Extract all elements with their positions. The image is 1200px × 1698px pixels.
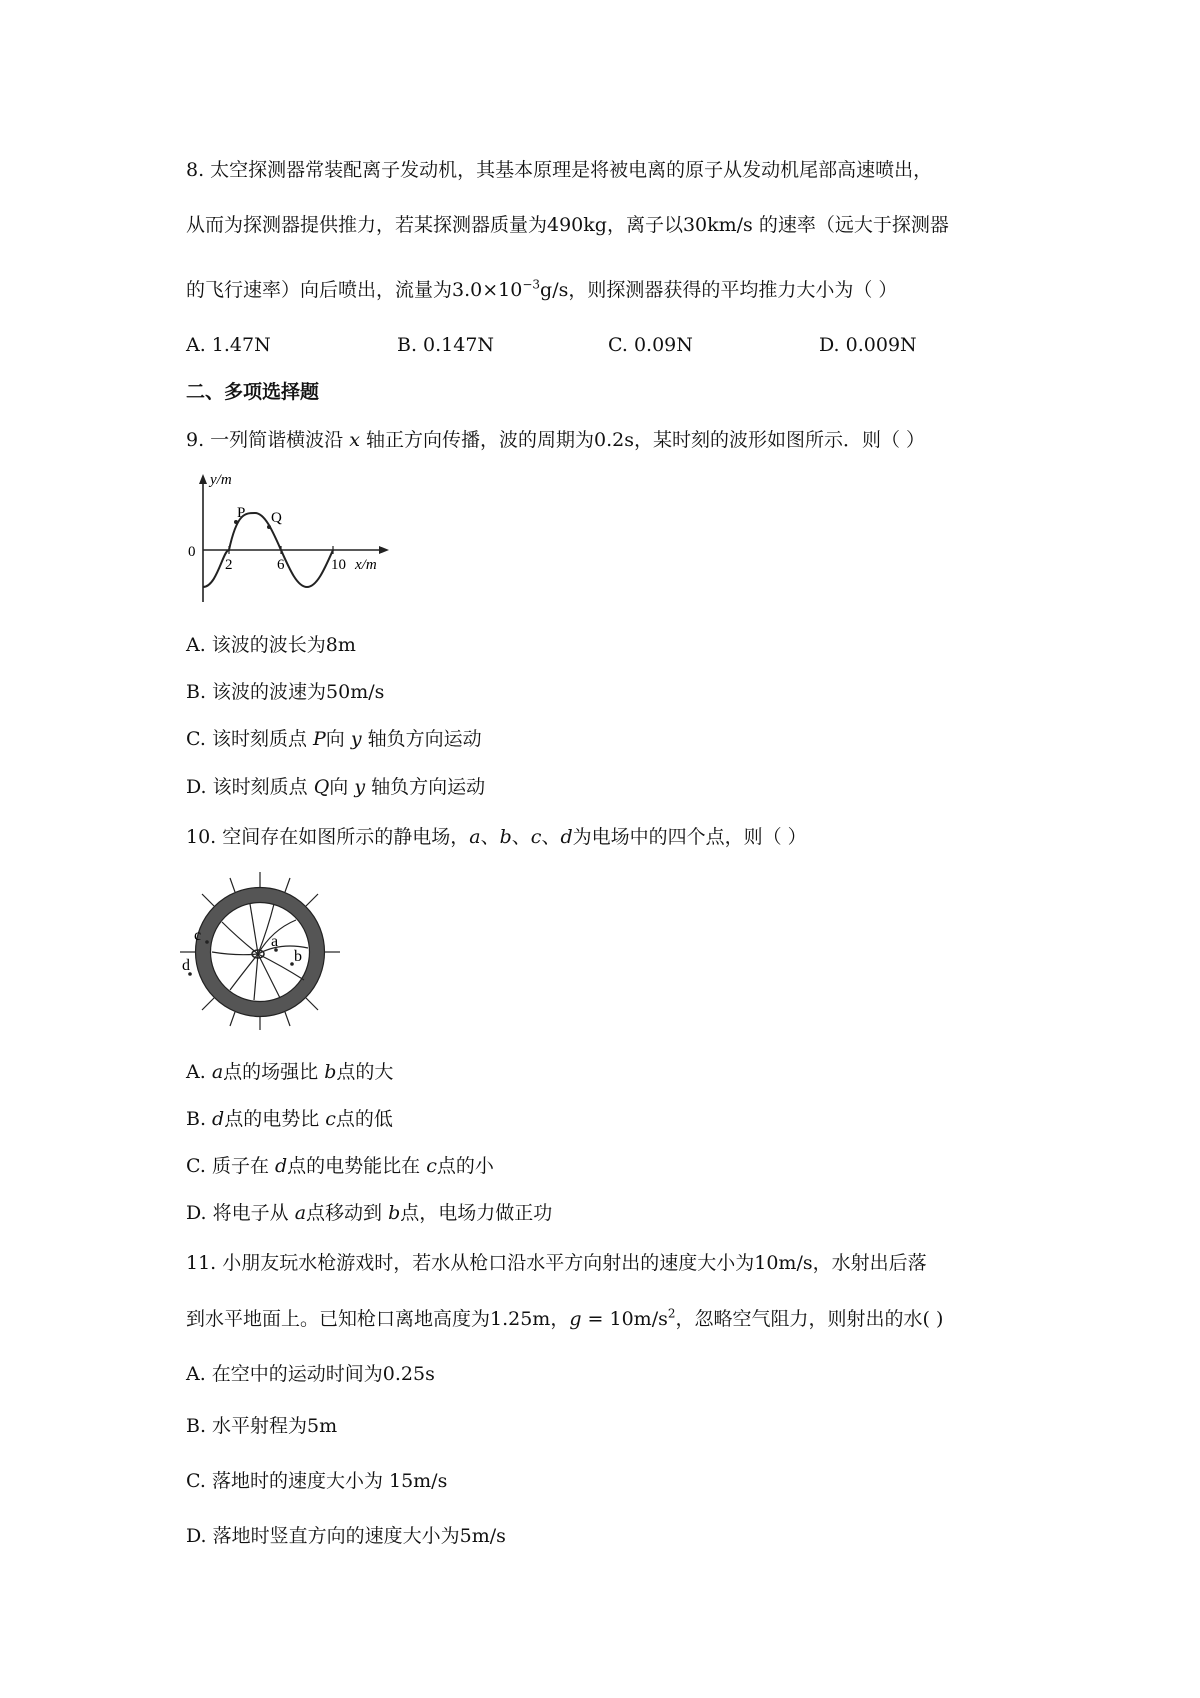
q8-option-c[interactable]: C. 0.09N — [608, 334, 693, 356]
q8-stem-line-2: 从而为探测器提供推力，若某探测器质量为490kg，离子以30km/s 的速率（远大于探测器 — [186, 214, 949, 236]
y-axis-arrow — [199, 474, 207, 484]
q11-stem-line-1: 11. 小朋友玩水枪游戏时，若水从枪口沿水平方向射出的速度大小为10m/s，水射出后落 — [186, 1252, 927, 1274]
q9-option-d-text-3: 轴负方向运动 — [365, 776, 486, 798]
q10-option-b[interactable] — [186, 1104, 1036, 1134]
q10-sep-3: 、 — [541, 826, 561, 848]
q8-option-d[interactable]: D. 0.009N — [819, 334, 917, 356]
q10-option-b-letter: B. — [186, 1108, 213, 1130]
q8-exponent: −3 — [522, 277, 541, 292]
q9-var-x: x — [349, 429, 360, 451]
tick-label-2: 2 — [225, 557, 233, 573]
q9-option-b[interactable]: B. 该波的波速为50m/s — [186, 681, 385, 703]
q10-option-a-letter: A. — [186, 1061, 212, 1083]
q10-var-c: c — [530, 826, 542, 848]
q9-option-c-text-3: 轴负方向运动 — [361, 728, 482, 750]
q11-exponent: 2 — [667, 1306, 676, 1321]
q10-var-d: d — [560, 826, 573, 848]
q8-stem-text: 的飞行速率）向后喷出，流量为3.0×10 — [186, 279, 523, 301]
q9-wave-figure — [185, 470, 395, 610]
q11-stem-text-2: = 10m/s — [581, 1308, 668, 1330]
q8-stem-line-3 — [186, 275, 1036, 305]
q9-option-c-var-p: P — [312, 728, 326, 750]
q11-var-g: g — [569, 1308, 582, 1330]
q10-option-a-var-1: a — [211, 1061, 224, 1083]
q10-sep-2: 、 — [511, 826, 531, 848]
q10-option-c-var-1: d — [274, 1155, 288, 1177]
q11-stem-text: 到水平地面上。已知枪口离地高度为1.25m， — [186, 1308, 570, 1330]
q10-var-a: a — [469, 826, 481, 848]
q10-option-b-text-end: 点的低 — [335, 1108, 393, 1130]
q9-option-c-var-y: y — [350, 728, 362, 750]
q10-option-c-text-end: 点的小 — [436, 1155, 494, 1177]
q10-option-c-text-2: 点的电势能比在 — [287, 1155, 427, 1177]
q8-options — [186, 330, 1036, 360]
q9-option-c-text-2: 向 — [325, 728, 351, 750]
q10-field-figure — [180, 870, 340, 1030]
q9-option-d[interactable] — [186, 772, 1036, 802]
q10-option-a-text-end: 点的大 — [336, 1061, 394, 1083]
q11-option-b[interactable]: B. 水平射程为5m — [186, 1415, 338, 1437]
q10-option-b-var-2: c — [325, 1108, 336, 1130]
q11-stem-line-2 — [186, 1304, 1036, 1334]
q10-option-c-text: C. 质子在 — [186, 1155, 275, 1177]
q10-option-c[interactable] — [186, 1151, 1036, 1181]
q10-stem-text: 10. 空间存在如图所示的静电场， — [186, 826, 470, 848]
q11-option-a[interactable]: A. 在空中的运动时间为0.25s — [186, 1363, 435, 1385]
q10-option-d-var-1: a — [294, 1202, 307, 1224]
tick-label-10: 10 — [331, 557, 346, 573]
q9-option-d-text-2: 向 — [329, 776, 355, 798]
label-a: a — [271, 933, 279, 950]
q10-option-d-text-2: 点移动到 — [306, 1202, 389, 1224]
q10-var-b: b — [499, 826, 512, 848]
x-axis-label: x/m — [355, 557, 377, 573]
q9-stem — [186, 425, 1036, 455]
q9-stem-text-end: 轴正方向传播，波的周期为0.2s，某时刻的波形如图所示．则（ ） — [359, 429, 925, 451]
x-axis-arrow — [379, 546, 389, 554]
q10-stem-text-end: 为电场中的四个点，则（ ） — [572, 826, 807, 848]
point-p-label: P — [237, 505, 246, 521]
q9-stem-text: 9. 一列简谐横波沿 — [186, 429, 350, 451]
q10-option-b-text: 点的电势比 — [224, 1108, 326, 1130]
q8-stem-line-1: 8. 太空探测器常装配离子发动机，其基本原理是将被电离的原子从发动机尾部高速喷出， — [186, 159, 933, 181]
label-c: c — [194, 927, 202, 944]
q10-option-a-text: 点的场强比 — [223, 1061, 325, 1083]
q10-sep-1: 、 — [480, 826, 500, 848]
q10-option-d-var-2: b — [388, 1202, 401, 1224]
q10-option-d[interactable] — [186, 1198, 1036, 1228]
section-heading: 二、多项选择题 — [186, 381, 320, 403]
q9-option-a[interactable]: A. 该波的波长为8m — [186, 634, 356, 656]
q8-option-b[interactable]: B. 0.147N — [397, 334, 495, 356]
q10-stem — [186, 822, 1036, 852]
q10-option-d-text-end: 点，电场力做正功 — [400, 1202, 553, 1224]
q9-option-d-var-q: Q — [313, 776, 330, 798]
label-b: b — [294, 948, 302, 965]
q9-option-c[interactable] — [186, 724, 1036, 754]
q11-option-c[interactable]: C. 落地时的速度大小为 15m/s — [186, 1470, 448, 1492]
point-c-dot — [205, 940, 209, 944]
q9-option-d-var-y: y — [354, 776, 366, 798]
q10-option-c-var-2: c — [426, 1155, 437, 1177]
q11-option-d[interactable]: D. 落地时竖直方向的速度大小为5m/s — [186, 1525, 506, 1547]
q11-stem-text-end: ，忽略空气阻力，则射出的水( ) — [675, 1308, 944, 1330]
origin-label: 0 — [188, 544, 196, 560]
q8-stem-text-end: g/s，则探测器获得的平均推力大小为（ ） — [540, 279, 898, 301]
label-d: d — [182, 957, 190, 974]
q10-option-d-text: D. 将电子从 — [186, 1202, 295, 1224]
q9-option-c-text: C. 该时刻质点 — [186, 728, 313, 750]
y-axis-label: y/m — [210, 472, 232, 488]
q10-option-a-var-2: b — [324, 1061, 337, 1083]
q10-option-b-var-1: d — [212, 1108, 225, 1130]
q8-option-a[interactable]: A. 1.47N — [186, 334, 271, 356]
tick-label-6: 6 — [277, 557, 285, 573]
point-q-label: Q — [271, 510, 282, 526]
q9-option-d-text: D. 该时刻质点 — [186, 776, 314, 798]
q10-option-a[interactable] — [186, 1057, 1036, 1087]
